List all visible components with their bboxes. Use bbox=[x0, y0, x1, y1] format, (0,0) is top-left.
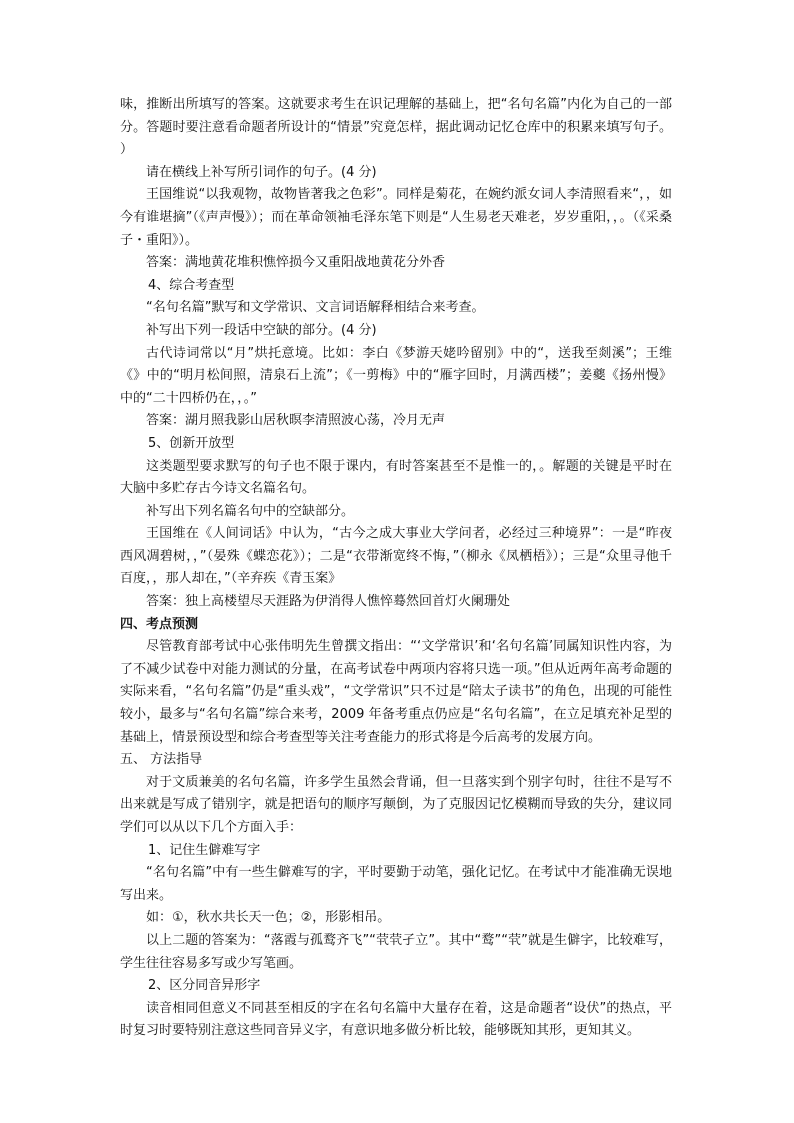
paragraph-forecast: 尽管教育部考试中心张伟明先生曾撰文指出：“‘文学常识’和‘名句名篇’同属知识性内容，为了不减少试卷中对能力测试的分量，在高考试卷中两项内容将只选一项。”但从近两年高考命题的实际来看，“名句名篇”仍是“重头戏”，“文学常识”只不过是“陪太子读书”的角色，出现的可能性较小，最多与“名句名篇”综合来考，2009 年备考重点仍应是“名句名篇”，在立足填充补足型的基础上，情景预设型和综合考查型等关注考查能力的形式将是今后高考的发展方向。 bbox=[120, 639, 672, 745]
subheading-open: 5、创新开放型 bbox=[148, 435, 235, 451]
paragraph-answer-3: 答案：独上高楼望尽天涯路为伊消得人憔悴蓦然回首灯火阑珊处 bbox=[146, 594, 511, 610]
paragraph-question-2-body: 古代诗词常以“月”烘托意境。比如：李白《梦游天姥吟留别》中的“，送我至剡溪”；王维《》中的“明月松间照，清泉石上流”；《一剪梅》中的“雁字回时，月满西楼”；姜夔《扬州慢》中的“二十四桥仍在，，。” bbox=[120, 345, 672, 406]
section-heading-forecast: 四、考点预测 bbox=[120, 616, 199, 632]
paragraph-rare-chars-answer: 以上二题的答案为：“落霞与孤鹜齐飞”“茕茕孑立”。其中“鹜”“茕”就是生僻字，比较难写，学生往往容易多写或少写笔画。 bbox=[120, 932, 672, 971]
paragraph-question-3-body: 王国维在《人间词话》中认为，“古今之成大事业大学问者，必经过三种境界”：一是“昨夜西风凋碧树，，”（晏殊《蝶恋花》）；二是“衣带渐宽终不悔，”（柳永《凤栖梧》）；三是“众里寻他千百度，，那人却在，”（辛弃疾《青玉案》 bbox=[120, 526, 672, 587]
paragraph-question-3: 补写出下列名篇名句中的空缺部分。 bbox=[146, 503, 355, 519]
paragraph-method-intro: 对于文质兼美的名句名篇，许多学生虽然会背诵，但一旦落实到个别字句时，往往不是写不出来就是写成了错别字，就是把语句的顺序写颠倒，为了克服因记忆模糊而导致的失分，建议同学们可以从以下几个方面入手： bbox=[120, 774, 672, 835]
paragraph-answer-2: 答案：湖月照我影山居秋暝李清照波心荡，冷月无声 bbox=[146, 413, 446, 429]
paragraph-rare-chars: “名句名篇”中有一些生僻难写的字，平时要勤于动笔，强化记忆。在考试中才能准确无误地写出来。 bbox=[120, 865, 672, 903]
paragraph-open-desc: 这类题型要求默写的句子也不限于课内，有时答案甚至不是惟一的，。解题的关键是平时在大脑中多贮存古今诗文名篇名句。 bbox=[120, 458, 672, 497]
paragraph-comprehensive-desc: “名句名篇”默写和文学常识、文言词语解释相结合来考查。 bbox=[146, 300, 485, 316]
paragraph-rare-chars-example: 如：①，秋水共长天一色；②，形影相吊。 bbox=[146, 910, 391, 926]
paragraph-intro-tail: 味，推断出所填写的答案。这就要求考生在识记理解的基础上，把“名句名篇”内化为自己的一部分。答题时要注意看命题者所设计的“情景”究竟怎样，据此调动记忆仓库中的积累来填写句子。 ） bbox=[120, 97, 672, 158]
subheading-homophones: 2、区分同音异形字 bbox=[148, 978, 261, 994]
paragraph-homophones: 读音相同但意义不同甚至相反的字在名句名篇中大量存在着，这是命题者“设伏”的热点，平时复习时要特别注意这些同音异义字，有意识地多做分析比较，能够既知其形，更知其义。 bbox=[120, 1000, 672, 1039]
subheading-rare-chars: 1、记住生僻难写字 bbox=[148, 842, 261, 858]
paragraph-question-1-body: 王国维说“以我观物，故物皆著我之色彩”。同样是菊花，在婉约派女词人李清照看来“，，如今有谁堪摘”（《声声慢》）；而在革命领袖毛泽东笔下则是“人生易老天难老，岁岁重阳，，。（《采桑子・重阳》）。 bbox=[120, 187, 672, 248]
paragraph-question-2: 补写出下列一段话中空缺的部分。(4 分) bbox=[146, 322, 377, 338]
subheading-comprehensive: 4、综合考查型 bbox=[148, 277, 235, 293]
paragraph-question-1: 请在横线上补写所引词作的句子。(4 分) bbox=[146, 164, 377, 180]
paragraph-answer-1: 答案：满地黄花堆积憔悴损今又重阳战地黄花分外香 bbox=[146, 255, 446, 271]
section-heading-method: 五、 方法指导 bbox=[120, 752, 203, 768]
